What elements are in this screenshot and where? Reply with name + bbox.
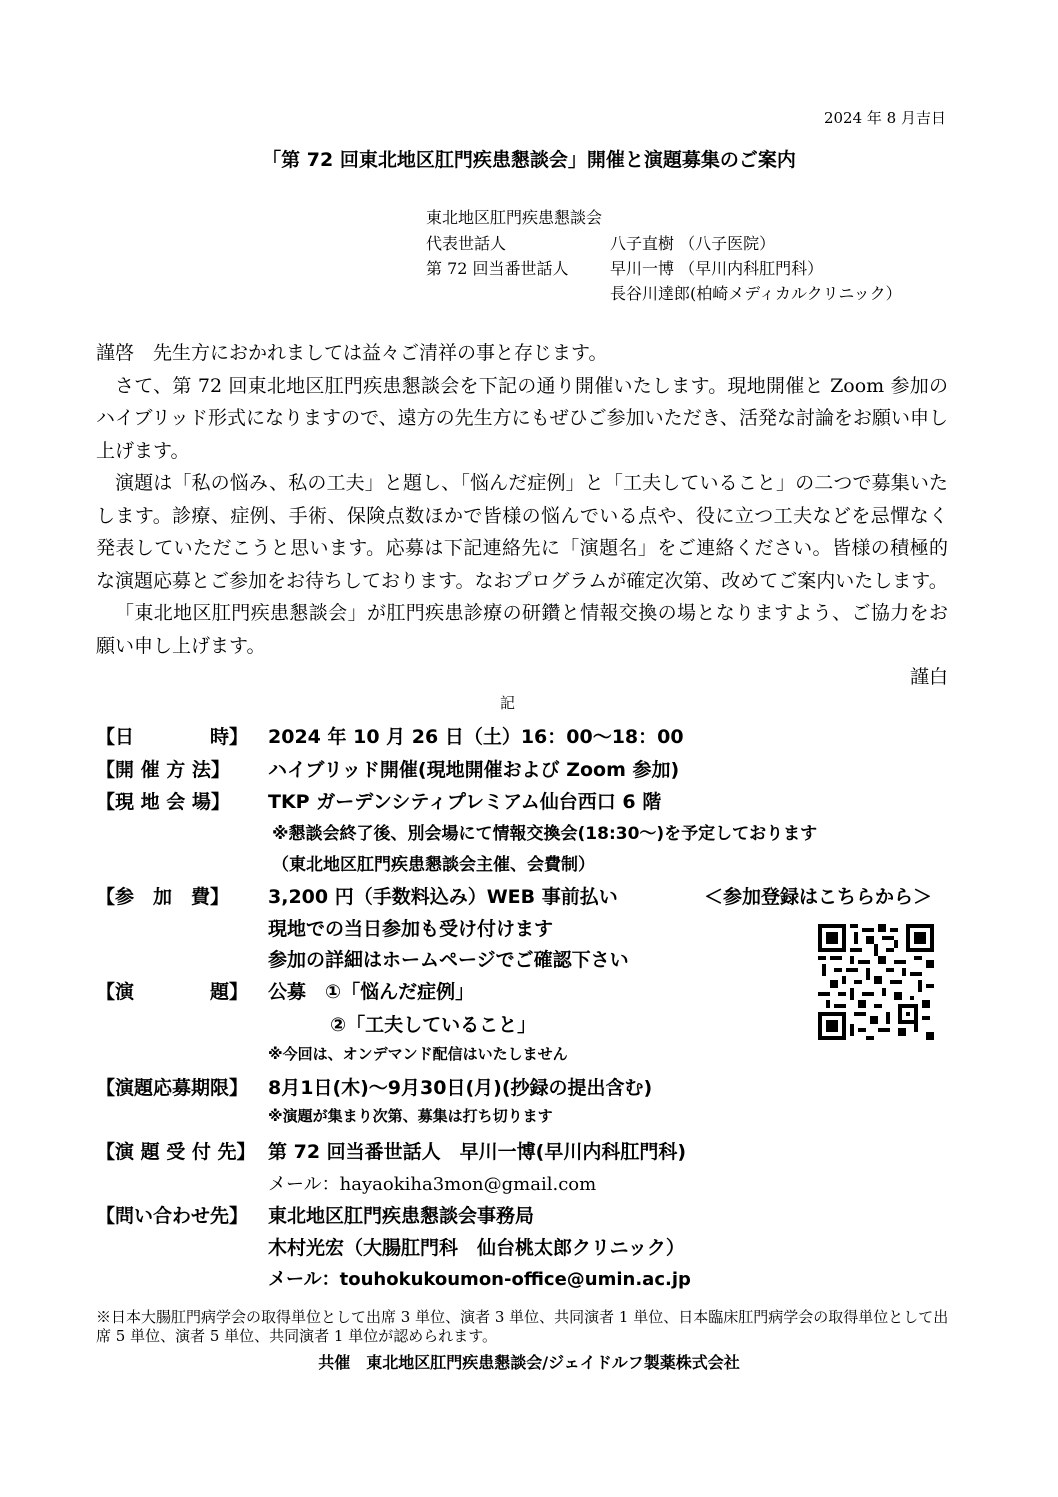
organizer-name: 東北地区肛門疾患懇談会	[426, 208, 603, 227]
fee-label: 【参 加 費】	[96, 886, 230, 908]
contact-email[interactable]: メール：touhokukoumon-office@umin.ac.jp	[268, 1269, 691, 1290]
ki-mark: 記	[500, 694, 516, 712]
topic-note: ※今回は、オンデマンド配信はいたしません	[268, 1045, 568, 1063]
host-name-1: 早川一博 （早川内科肛門科）	[610, 259, 824, 278]
host-role: 第 72 回当番世話人	[426, 259, 569, 278]
reception-value: 第 72 回当番世話人 早川一博(早川内科肛門科)	[268, 1141, 687, 1163]
cosponsor: 共催 東北地区肛門疾患懇談会/ジェイドルフ製薬株式会社	[318, 1353, 740, 1372]
credit-note: ※日本大腸肛門病学会の取得単位として出席 3 単位、演者 3 単位、共同演者 1 単位、日本臨床肛門病学会の取得単位として出席 5 単位、演者 5 単位、共同演者 1 単位が認められます。	[96, 1308, 949, 1345]
method-value: ハイブリッド開催(現地開催および Zoom 参加)	[268, 759, 680, 781]
contact-label: 【問い合わせ先】	[96, 1205, 249, 1227]
fee-value-3: 参加の詳細はホームページでご確認下さい	[268, 949, 629, 971]
representative-role: 代表世話人	[426, 234, 507, 253]
representative-name: 八子直樹 （八子医院）	[610, 234, 776, 253]
topic-label: 【演 題】	[96, 981, 249, 1003]
registration-qr-code[interactable]	[818, 924, 934, 1040]
register-label: ＜参加登録はこちらから＞	[704, 886, 933, 908]
page-title: 「第 72 回東北地区肛門疾患懇談会」開催と演題募集のご案内	[262, 149, 796, 171]
fee-value-1: 3,200 円（手数料込み）WEB 事前払い	[268, 886, 618, 908]
deadline-note: ※演題が集まり次第、募集は打ち切ります	[268, 1107, 553, 1125]
date-value: 2024 年 10 月 26 日（土）16：00～18：00	[268, 726, 684, 748]
date: 2024 年 8 月吉日	[823, 109, 946, 127]
letter-paragraph-2: 演題は「私の悩み、私の工夫」と題し、「悩んだ症例」と「工夫していること」の二つで募集いたします。診療、症例、手術、保険点数ほかで皆様の悩んでいる点や、役に立つ工夫などを忌憚なく発表していただこうと思います。応募は下記連絡先に「演題名」をご連絡ください。皆様の積極的な演題応募とご参加をお待ちしております。なおプログラムが確定次第、改めてご案内いたします。	[96, 472, 948, 592]
letter-paragraph-3: 「東北地区肛門疾患懇談会」が肛門疾患診療の研鑽と情報交換の場となりますよう、ご協力をお願い申し上げます。	[96, 602, 948, 657]
topic-value-1: 公募 ①「悩んだ症例」	[268, 981, 475, 1003]
letter-paragraph-1: さて、第 72 回東北地区肛門疾患懇談会を下記の通り開催いたします。現地開催と Zoom 参加のハイブリッド形式になりますので、遠方の先生方にもぜひご参加いただき、活発な討論をお願い申し上げます。	[96, 374, 948, 462]
date-label: 【日 時】	[96, 726, 249, 748]
venue-note-1: ※懇談会終了後、別会場にて情報交換会(18:30～)を予定しております	[272, 824, 818, 844]
contact-value-2: 木村光宏（大腸肛門科 仙台桃太郎クリニック）	[268, 1237, 685, 1259]
fee-value-2: 現地での当日参加も受け付けます	[268, 918, 554, 940]
letter-body	[96, 337, 948, 662]
topic-value-2: ②「工夫していること」	[330, 1014, 537, 1036]
contact-value-1: 東北地区肛門疾患懇談会事務局	[268, 1205, 535, 1227]
reception-label: 【演 題 受 付 先】	[96, 1141, 256, 1163]
deadline-value: 8月1日(木)～9月30日(月)(抄録の提出含む)	[268, 1077, 653, 1099]
venue-label: 【現 地 会 場】	[96, 791, 230, 813]
letter-closing: 謹白	[909, 666, 948, 688]
deadline-label: 【演題応募期限】	[96, 1077, 249, 1099]
method-label: 【開 催 方 法】	[96, 759, 230, 781]
host-name-2: 長谷川達郎(柏崎メディカルクリニック）	[610, 284, 902, 303]
letter-greeting: 謹啓 先生方におかれましては益々ご清祥の事と存じます。	[96, 342, 608, 364]
venue-note-2: （東北地区肛門疾患懇談会主催、会費制）	[272, 855, 595, 875]
reception-email[interactable]: メール：hayaokiha3mon@gmail.com	[268, 1174, 597, 1195]
venue-value: TKP ガーデンシティプレミアム仙台西口 6 階	[268, 791, 662, 813]
